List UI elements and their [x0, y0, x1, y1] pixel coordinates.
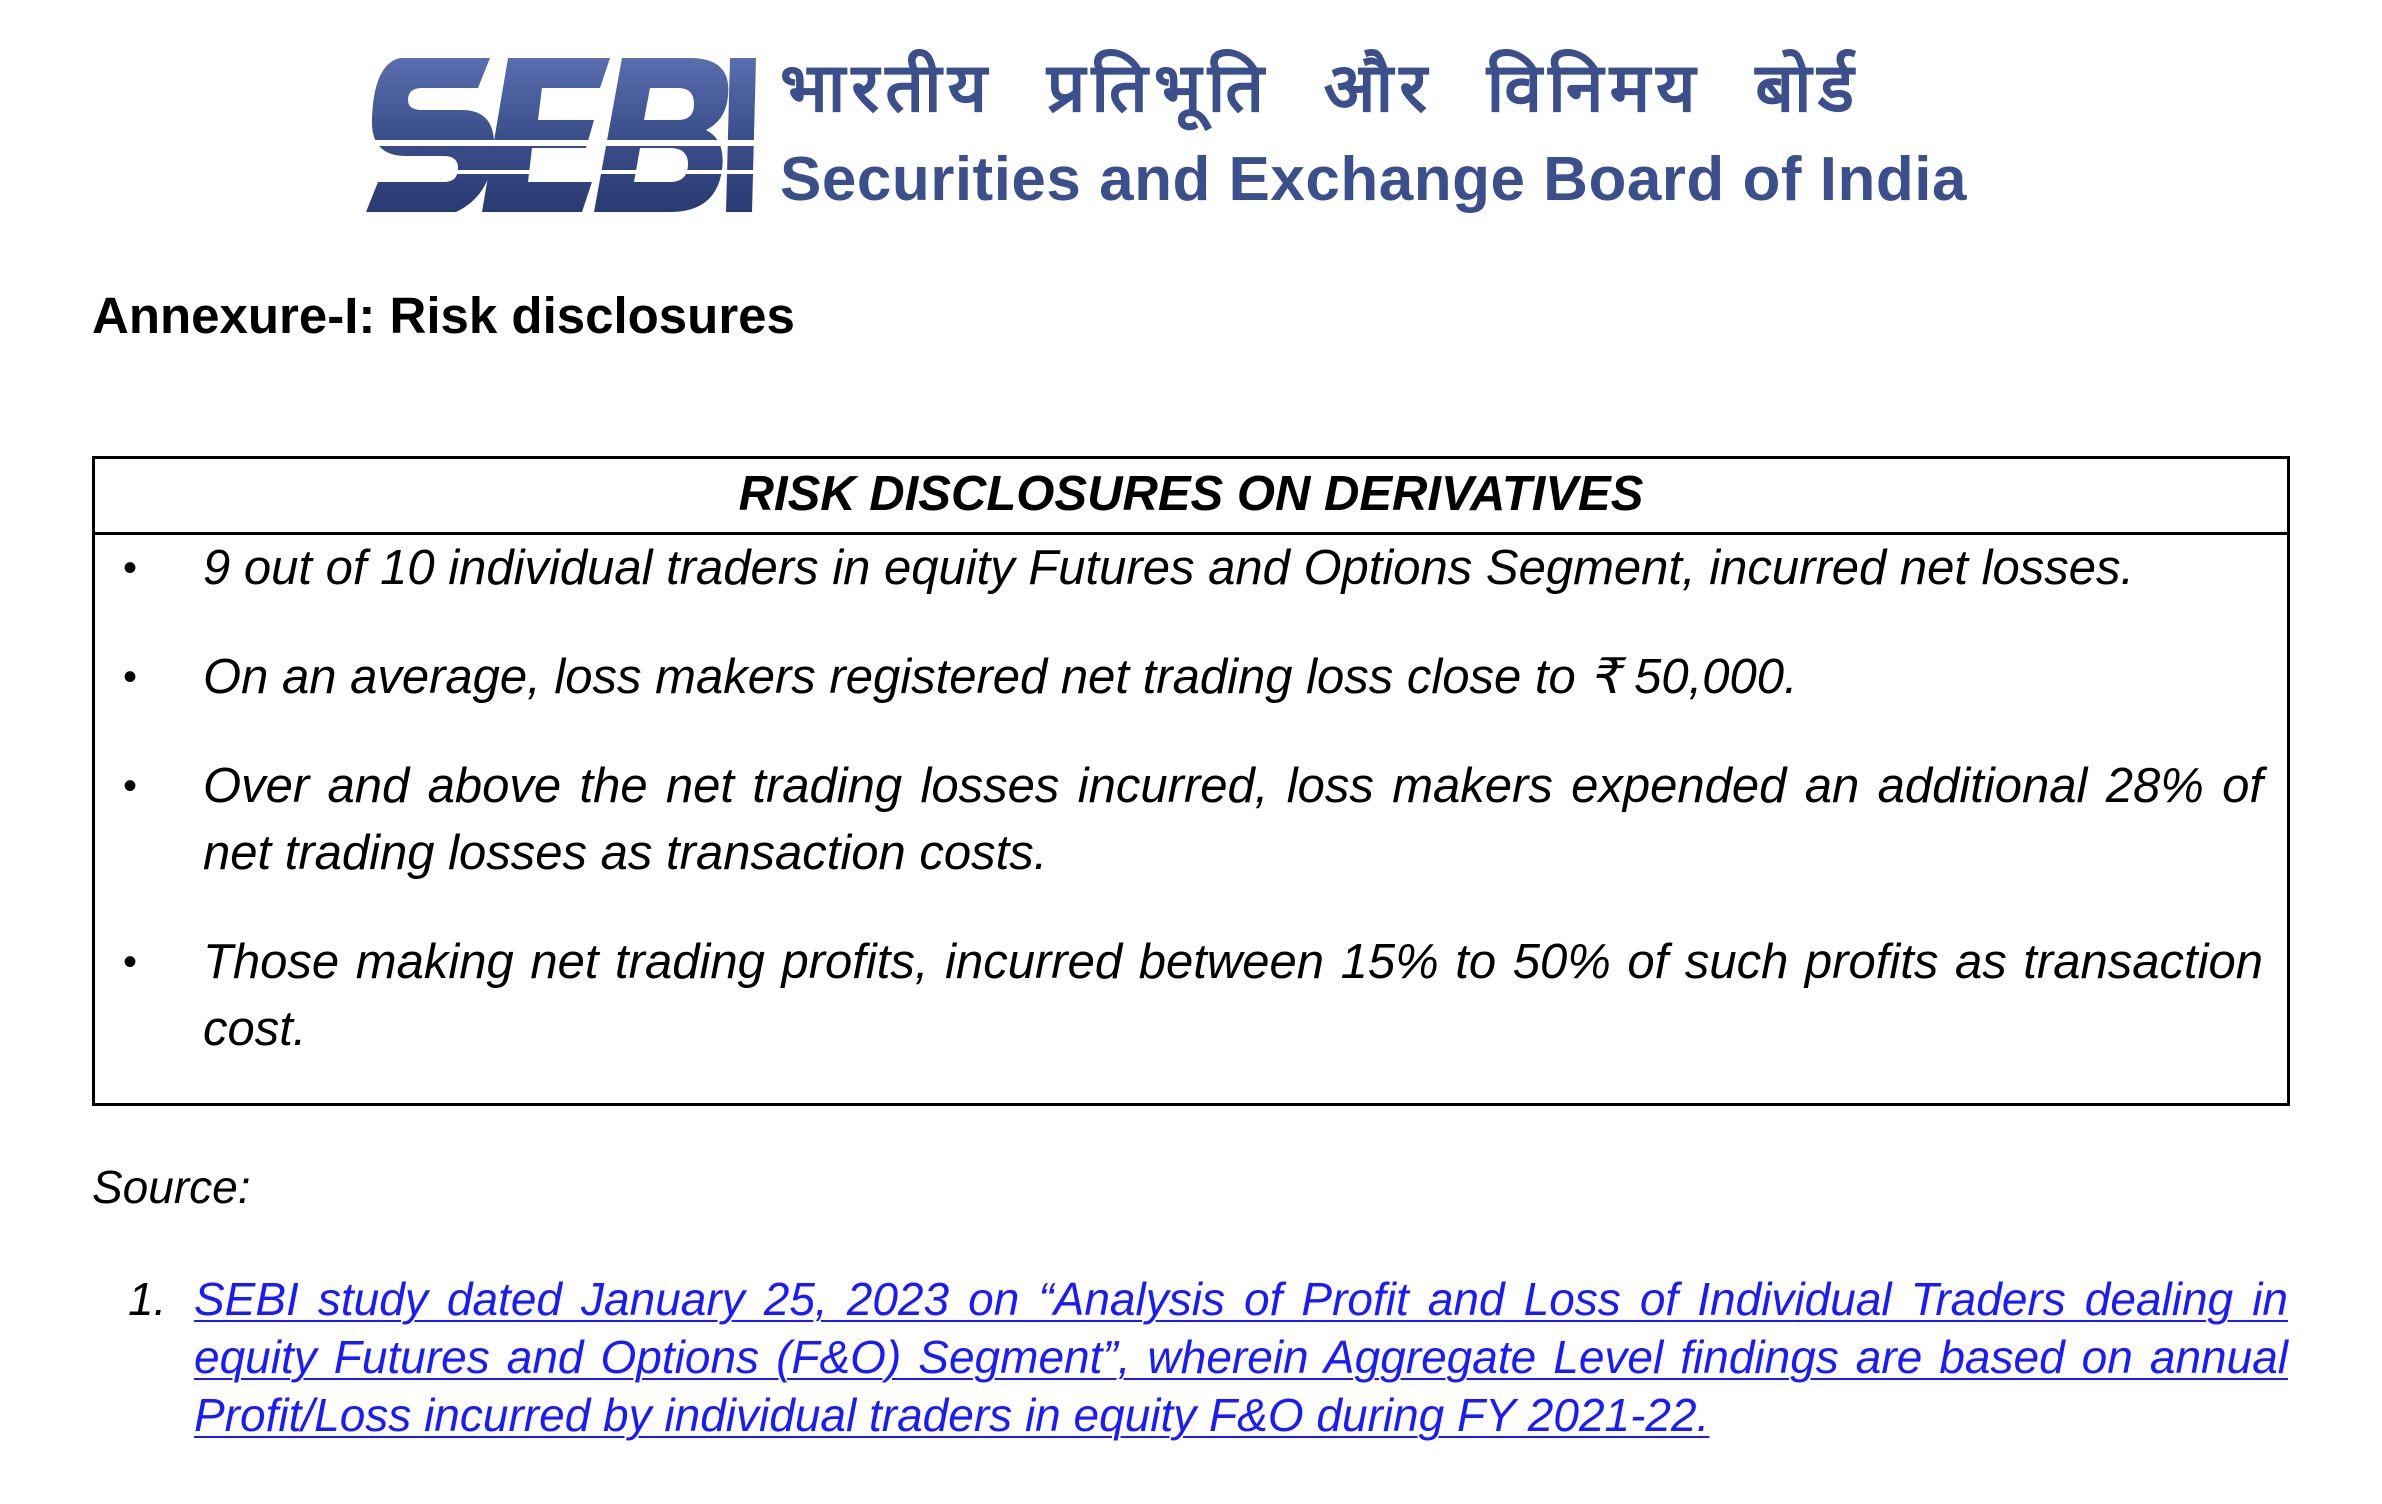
risk-disclosure-box — [92, 456, 2290, 1106]
reference-list — [92, 1270, 2288, 1444]
risk-item-text: 9 out of 10 individual traders in equity Futures and Options Segment, incurred net losses. — [203, 541, 2135, 595]
risk-item-text: Those making net trading profits, incurred between 15% to 50% of such profits as transaction cost. — [203, 935, 2263, 1056]
bullet-icon: • — [123, 940, 138, 984]
risk-item-text: On an average, loss makers registered net trading loss close to ₹ 50,000. — [203, 650, 1798, 704]
bullet-icon: • — [123, 655, 138, 699]
reference-link[interactable]: SEBI study dated January 25, 2023 on “Analysis of Profit and Loss of Individual Traders dealing in equity Futures and Options (F&O) Segment”, wherein Aggregate Level findings are based on annual Profit/Loss incurred by individual traders in equity F&O during FY 2021-22. — [194, 1273, 2288, 1441]
sebi-header — [360, 44, 1967, 229]
list-item — [95, 644, 2287, 711]
list-item — [95, 535, 2287, 602]
source-label: Source: — [92, 1161, 251, 1213]
list-item — [95, 753, 2287, 887]
list-item — [95, 929, 2287, 1063]
reference-number: 1. — [128, 1273, 167, 1325]
risk-item-text: Over and above the net trading losses incurred, loss makers expended an additional 28% of net trading losses as transaction costs. — [203, 759, 2263, 880]
risk-list — [95, 535, 2287, 1063]
bullet-icon: • — [123, 764, 138, 808]
reference-item — [92, 1270, 2288, 1444]
sebi-wordmark — [780, 44, 1967, 220]
sebi-english-name: Securities and Exchange Board of India — [780, 145, 1967, 214]
sebi-logo — [360, 44, 760, 229]
annexure-title: Annexure-I: Risk disclosures — [92, 287, 795, 344]
bullet-icon: • — [123, 546, 138, 590]
risk-box-heading: RISK DISCLOSURES ON DERIVATIVES — [95, 459, 2287, 535]
sebi-hindi-name: भारतीय प्रतिभूति और विनिमय बोर्ड — [780, 49, 1861, 128]
